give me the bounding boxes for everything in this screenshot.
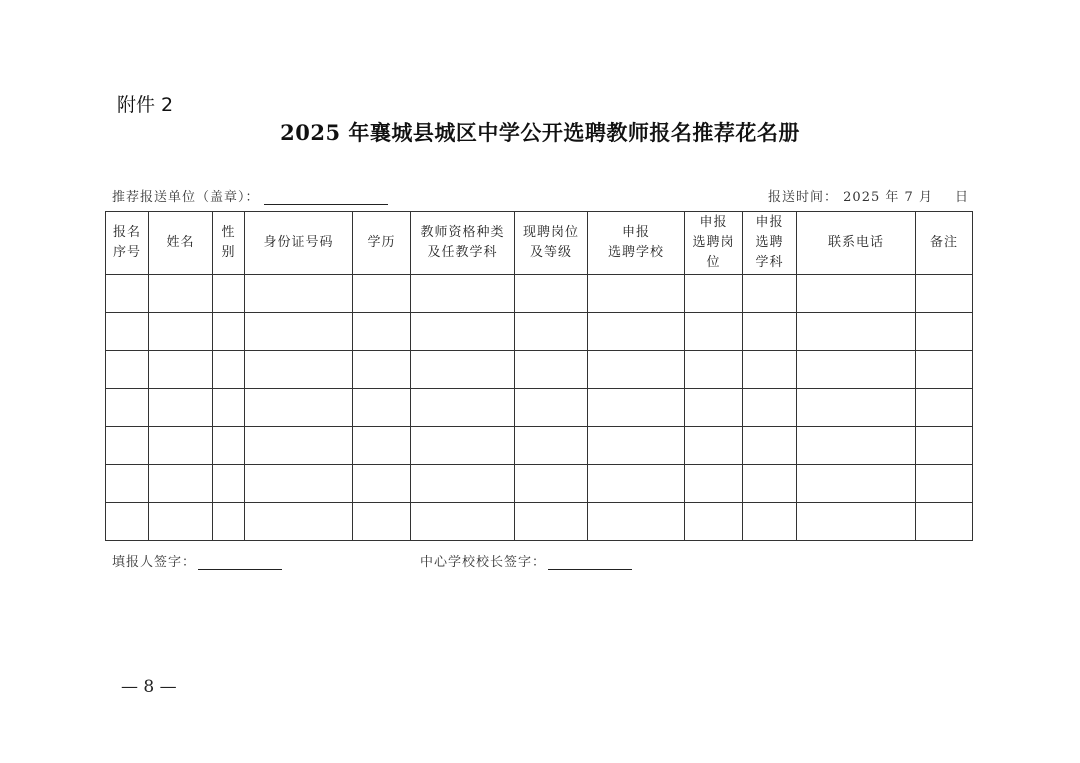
column-header [685, 212, 743, 275]
table-cell [213, 503, 245, 541]
table-cell [149, 275, 213, 313]
table-cell [743, 465, 797, 503]
table-cell [797, 465, 916, 503]
filler-signature-blank [198, 555, 282, 570]
date-day-unit: 日 [954, 190, 969, 205]
table-cell [588, 351, 685, 389]
table-cell [588, 313, 685, 351]
table-cell [797, 427, 916, 465]
table-cell [245, 503, 353, 541]
table-cell [797, 351, 916, 389]
table-cell [743, 503, 797, 541]
table-body [106, 275, 973, 541]
table-cell [106, 389, 149, 427]
column-header-line: 学科 [755, 255, 784, 270]
table-row [106, 313, 973, 351]
table-cell [797, 503, 916, 541]
table-cell [411, 275, 515, 313]
column-header [353, 212, 411, 275]
table-cell [515, 389, 588, 427]
table-cell [353, 351, 411, 389]
column-header [213, 212, 245, 275]
table-header-row [106, 212, 973, 275]
table-cell [743, 389, 797, 427]
table-cell [411, 465, 515, 503]
date-label: 报送时间： [768, 190, 839, 205]
table-cell [743, 313, 797, 351]
column-header [515, 212, 588, 275]
table-cell [797, 389, 916, 427]
date-month: 7 [904, 190, 914, 205]
column-header-line: 别 [221, 245, 236, 260]
column-header-line: 姓名 [166, 235, 195, 250]
table-cell [245, 275, 353, 313]
table-cell [515, 427, 588, 465]
column-header-line: 教师资格种类 [420, 225, 505, 240]
table-cell [245, 465, 353, 503]
table-cell [685, 351, 743, 389]
column-header-line: 位 [706, 255, 721, 270]
table-cell [515, 351, 588, 389]
table-cell [743, 275, 797, 313]
table-cell [411, 389, 515, 427]
column-header [743, 212, 797, 275]
column-header-line: 身份证号码 [263, 235, 334, 250]
table-cell [515, 275, 588, 313]
principal-signature-line [420, 551, 632, 570]
table-cell [245, 313, 353, 351]
table-cell [213, 389, 245, 427]
table-cell [106, 313, 149, 351]
table-cell [106, 351, 149, 389]
column-header-line: 现聘岗位 [522, 225, 579, 240]
table-cell [213, 465, 245, 503]
column-header [916, 212, 973, 275]
column-header-line: 报名 [112, 225, 141, 240]
filler-signature-label: 填报人签字： [112, 555, 197, 570]
page-number: — 8 — [121, 677, 177, 697]
table-cell [353, 275, 411, 313]
table-cell [149, 313, 213, 351]
table-cell [588, 465, 685, 503]
date-line [768, 186, 969, 205]
table-row [106, 389, 973, 427]
table-cell [588, 427, 685, 465]
table-cell [916, 351, 973, 389]
table-cell [916, 389, 973, 427]
column-header-line: 性 [221, 225, 236, 240]
table-cell [916, 427, 973, 465]
table-cell [106, 465, 149, 503]
column-header [245, 212, 353, 275]
table-cell [588, 503, 685, 541]
principal-signature-blank [548, 555, 632, 570]
table-cell [245, 389, 353, 427]
date-month-unit: 月 [918, 190, 933, 205]
column-header-line: 备注 [929, 235, 958, 250]
table-cell [588, 275, 685, 313]
table-cell [353, 465, 411, 503]
unit-label: 推荐报送单位（盖章）： [112, 190, 260, 205]
date-year-unit: 年 [885, 190, 900, 205]
table-cell [213, 313, 245, 351]
table-cell [515, 465, 588, 503]
table-cell [685, 389, 743, 427]
column-header-line: 序号 [112, 245, 141, 260]
table-cell [743, 427, 797, 465]
table-cell [149, 427, 213, 465]
table-cell [213, 275, 245, 313]
table-cell [353, 503, 411, 541]
principal-signature-label: 中心学校校长签字： [420, 555, 547, 570]
table-cell [149, 503, 213, 541]
column-header [149, 212, 213, 275]
table-cell [149, 465, 213, 503]
table-cell [106, 503, 149, 541]
table-cell [515, 503, 588, 541]
table-cell [353, 313, 411, 351]
table-cell [353, 389, 411, 427]
column-header-line: 申报 [699, 215, 728, 230]
column-header [106, 212, 149, 275]
table-cell [743, 351, 797, 389]
table-cell [797, 313, 916, 351]
table-cell [685, 503, 743, 541]
unit-line [112, 186, 388, 205]
table-cell [916, 503, 973, 541]
registration-table [105, 211, 973, 541]
table-cell [106, 427, 149, 465]
date-year: 2025 [843, 190, 881, 205]
column-header-line: 及任教学科 [427, 245, 498, 260]
column-header-line: 选聘学校 [607, 245, 664, 260]
unit-blank-line [264, 190, 388, 205]
table-cell [149, 389, 213, 427]
column-header [797, 212, 916, 275]
table-cell [411, 503, 515, 541]
column-header [588, 212, 685, 275]
table-row [106, 465, 973, 503]
table-cell [685, 465, 743, 503]
document-title: 2025 年襄城县城区中学公开选聘教师报名推荐花名册 [280, 120, 800, 145]
column-header-line: 及等级 [529, 245, 572, 260]
column-header-line: 申报 [755, 215, 784, 230]
column-header [411, 212, 515, 275]
table-cell [797, 275, 916, 313]
table-cell [213, 427, 245, 465]
column-header-line: 联系电话 [827, 235, 884, 250]
column-header-line: 学历 [367, 235, 396, 250]
column-header-line: 选聘岗 [692, 235, 735, 250]
table-cell [245, 351, 353, 389]
table-cell [588, 389, 685, 427]
table-cell [685, 427, 743, 465]
table-cell [411, 351, 515, 389]
table-cell [213, 351, 245, 389]
table-row [106, 275, 973, 313]
table-row [106, 427, 973, 465]
table-cell [685, 275, 743, 313]
table-cell [916, 313, 973, 351]
filler-signature-line [112, 551, 282, 570]
attachment-label: 附件 2 [117, 94, 174, 116]
table-cell [916, 465, 973, 503]
table-cell [353, 427, 411, 465]
table-row [106, 351, 973, 389]
table-cell [411, 427, 515, 465]
column-header-line: 选聘 [755, 235, 784, 250]
table-cell [106, 275, 149, 313]
table-cell [149, 351, 213, 389]
table-cell [685, 313, 743, 351]
table-cell [411, 313, 515, 351]
table-cell [515, 313, 588, 351]
column-header-line: 申报 [621, 225, 650, 240]
table-cell [916, 275, 973, 313]
table-row [106, 503, 973, 541]
table-cell [245, 427, 353, 465]
